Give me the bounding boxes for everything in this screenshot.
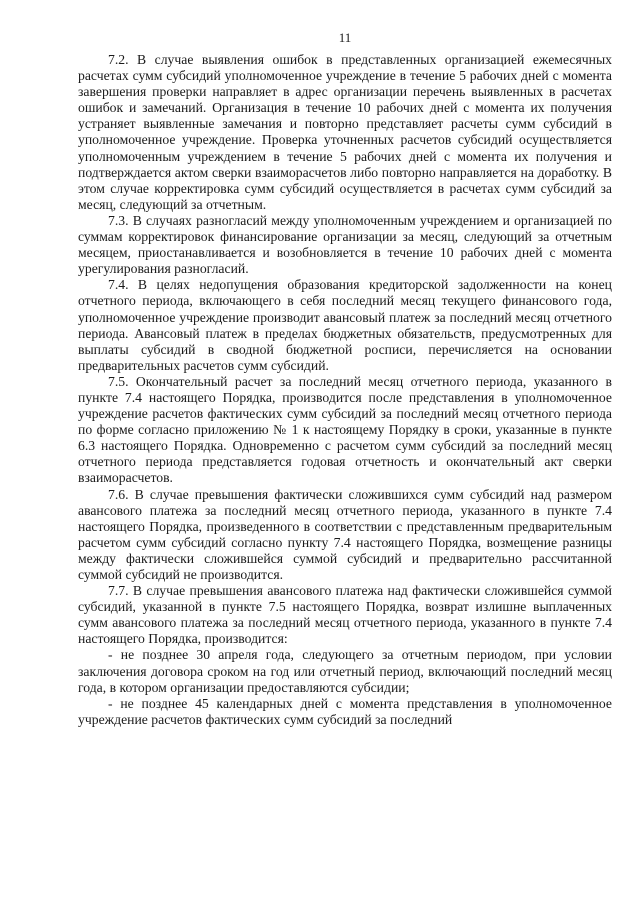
paragraph-7-6: 7.6. В случае превышения фактически сложившихся сумм субсидий над размером авансового платежа за последний месяц отчетного периода, указанного в пункте 7.4 настоящего Порядка, произведенного в соответствии с представленным предварительным расчетом сумм субсидий согласно пункту 7.4 настоящего Порядка, возмещение разницы между фактически сложившейся суммой субсидий и предварительно рассчитанной суммой субсидий не производится. <box>78 486 612 582</box>
page-number: 11 <box>338 30 352 45</box>
paragraph-7-3: 7.3. В случаях разногласий между уполномоченным учреждением и организацией по суммам корректировок финансирование организации за месяц, следующий за отчетным месяцем, приостанавливается и возобновляется в течение 10 рабочих дней с момента урегулирования разногласий. <box>78 212 612 277</box>
paragraph-7-2: 7.2. В случае выявления ошибок в представленных организацией ежемесячных расчетах сумм субсидий уполномоченное учреждение в течение 5 рабочих дней с момента завершения проверки направляет в адрес организации перечень выявленных в расчетах ошибок и замечаний. Организация в течение 10 рабочих дней с момента их получения устраняет выявленные замечания и повторно представляет расчеты сумм субсидий в уполномоченное учреждение. Проверка уточненных расчетов субсидий осуществляется уполномоченным учреждением в течение 5 рабочих дней с момента их получения и подтверждается актом сверки взаиморасчетов либо повторно направляется на доработку. В этом случае корректировка сумм субсидий осуществляется в расчетах сумм субсидий за месяц, следующий за отчетным. <box>78 52 612 212</box>
paragraph-7-4: 7.4. В целях недопущения образования кредиторской задолженности на конец отчетного периода, включающего в себя последний месяц текущего финансового года, уполномоченное учреждение производит авансовый платеж за последний месяц отчетного периода. Авансовый платеж в пределах бюджетных обязательств, предусмотренных для выплаты субсидий в сводной бюджетной росписи, перечисляется на основании предварительных расчетов сумм субсидий. <box>78 277 612 373</box>
document-body <box>78 52 612 728</box>
list-item-45-days-deadline: - не позднее 45 календарных дней с момента представления в уполномоченное учреждение расчетов фактических сумм субсидий за последний <box>78 695 612 727</box>
paragraph-7-7: 7.7. В случае превышения авансового платежа над фактически сложившейся суммой субсидий, указанной в пункте 7.5 настоящего Порядка, возврат излишне выплаченных сумм авансового платежа за последний месяц отчетного периода, указанного в пункте 7.4 настоящего Порядка, производится: <box>78 583 612 647</box>
list-item-april-deadline: - не позднее 30 апреля года, следующего за отчетным периодом, при условии заключения договора сроком на год или отчетный период, включающий последний месяц года, в котором организации предоставляются субсидии; <box>78 647 612 695</box>
paragraph-7-5: 7.5. Окончательный расчет за последний месяц отчетного периода, указанного в пункте 7.4 настоящего Порядка, производится после представления в уполномоченное учреждение расчетов фактических сумм субсидий за последний месяц отчетного периода по форме согласно приложению № 1 к настоящему Порядку в сроки, указанные в пункте 6.3 настоящего Порядка. Одновременно с расчетом сумм субсидий за последний месяц отчетного периода представляется годовая отчетность и окончательный акт сверки взаиморасчетов. <box>78 373 612 486</box>
